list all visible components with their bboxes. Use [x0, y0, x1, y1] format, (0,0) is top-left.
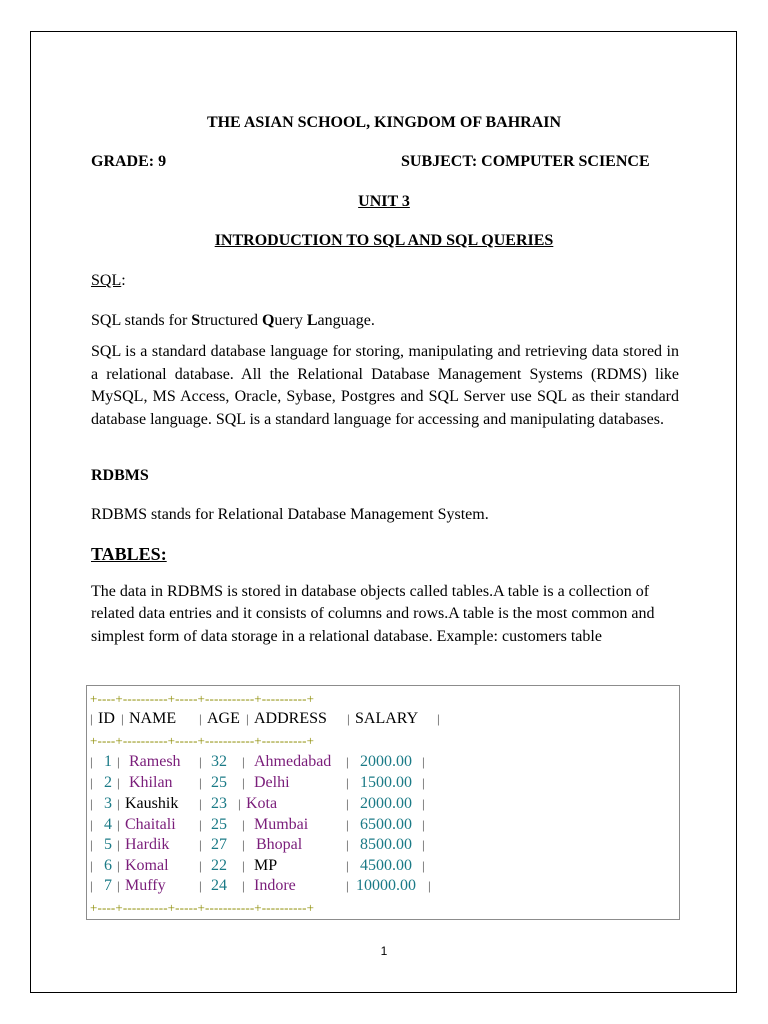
cell-salary: 2000.00: [360, 753, 412, 770]
cell-name: Chaitali: [125, 816, 176, 833]
cell-id: 7: [104, 877, 112, 894]
sql-def-q: Q: [261, 312, 275, 329]
tables-paragraph: The data in RDBMS is stored in database objects called tables.A table is a collection of related data entries and it consists of columns and rows.A table is the most common and simplest form of data storage in a relational database. Example: customers table: [91, 583, 655, 645]
cell-address: Delhi: [254, 774, 290, 791]
cell-salary: 1500.00: [360, 774, 412, 791]
cell-id: 3: [104, 795, 112, 812]
cell-id: 2: [104, 774, 112, 791]
table-separator-top: +----+----------+-----+-----------+----------+: [90, 691, 315, 706]
sql-def-l-rest: anguage.: [317, 312, 375, 329]
cell-address: Mumbai: [254, 816, 309, 833]
cell-age: 23: [211, 795, 227, 812]
table-separator-bottom: +----+----------+-----+-----------+----------+: [90, 900, 315, 915]
sql-def-q-rest: uery: [274, 312, 307, 329]
cell-age: 25: [211, 816, 227, 833]
cell-age: 25: [211, 774, 227, 791]
cell-name: Khilan: [129, 774, 173, 791]
cell-address: MP: [254, 857, 278, 874]
page-number: 1: [380, 944, 388, 958]
sql-definition: [91, 311, 375, 331]
cell-salary: 8500.00: [360, 836, 412, 853]
cell-age: 22: [211, 857, 227, 874]
column-header-id: ID: [98, 710, 115, 727]
cell-salary: 6500.00: [360, 816, 412, 833]
cell-name: Muffy: [125, 877, 166, 894]
subject-label: SUBJECT: COMPUTER SCIENCE: [401, 153, 650, 170]
cell-salary: 4500.00: [360, 857, 412, 874]
sql-heading: [91, 271, 126, 291]
sql-def-s: S: [191, 312, 201, 329]
tables-heading: [91, 543, 167, 565]
sql-heading-text: SQL: [91, 272, 122, 289]
sql-paragraph: SQL is a standard database language for storing, manipulating and retrieving data stored in a relational database. All the Relational Database Management Systems (RDMS) like MySQL, MS Access, Oracle, Sybase, Postgres and SQL Server use SQL as their standard database language. SQL is a standard language for accessing and manipulating databases.: [91, 343, 679, 428]
cell-address: Ahmedabad: [254, 753, 332, 770]
column-header-address: ADDRESS: [254, 710, 327, 727]
rdbms-heading: RDBMS: [91, 467, 149, 484]
cell-age: 32: [211, 753, 227, 770]
chapter-title-text: INTRODUCTION TO SQL AND SQL QUERIES: [214, 232, 554, 249]
grade-label: GRADE: 9: [91, 153, 167, 170]
cell-id: 1: [104, 753, 112, 770]
cell-age: 24: [211, 877, 227, 894]
sql-def-l: L: [306, 312, 318, 329]
cell-name: Kaushik: [125, 795, 179, 812]
rdbms-text: RDBMS stands for Relational Database Management System.: [91, 506, 489, 523]
cell-id: 6: [104, 857, 112, 874]
cell-name: Ramesh: [129, 753, 181, 770]
sql-heading-colon: :: [121, 272, 126, 289]
chapter-title: [0, 231, 768, 251]
cell-id: 4: [104, 816, 112, 833]
cell-salary: 10000.00: [356, 877, 416, 894]
cell-id: 5: [104, 836, 112, 853]
cell-address: Kota: [246, 795, 278, 812]
sql-def-s-rest: tructured: [200, 312, 262, 329]
table-separator-header: +----+----------+-----+-----------+----------+: [90, 733, 315, 748]
unit-label: [0, 192, 768, 212]
unit-text: UNIT 3: [358, 193, 410, 210]
column-header-salary: SALARY: [355, 710, 419, 727]
column-header-name: NAME: [129, 710, 177, 727]
sql-def-prefix: SQL stands for: [91, 312, 192, 329]
cell-address: Indore: [254, 877, 296, 894]
cell-address: Bhopal: [256, 836, 303, 853]
cell-salary: 2000.00: [360, 795, 412, 812]
school-title: THE ASIAN SCHOOL, KINGDOM OF BAHRAIN: [206, 114, 562, 131]
cell-name: Komal: [125, 857, 169, 874]
cell-age: 27: [211, 836, 227, 853]
tables-heading-text: TABLES:: [91, 544, 167, 564]
column-header-age: AGE: [207, 710, 240, 727]
cell-name: Hardik: [125, 836, 170, 853]
